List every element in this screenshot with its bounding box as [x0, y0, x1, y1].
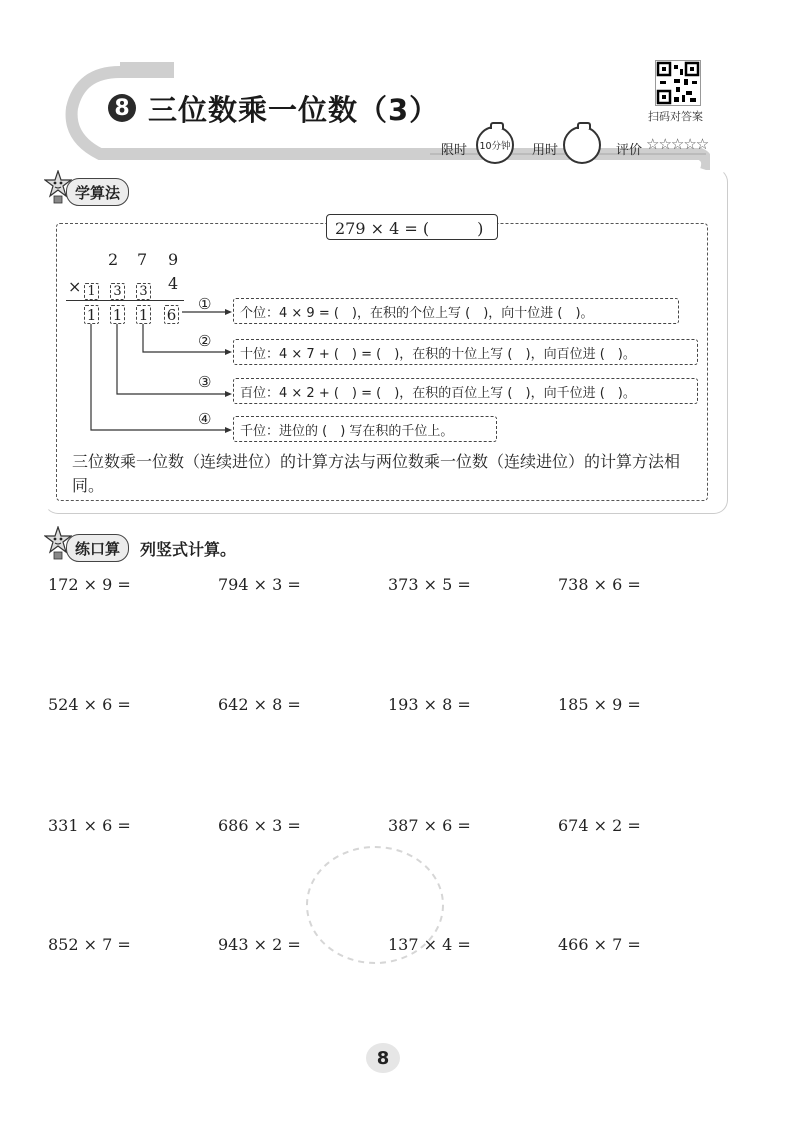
- problem-4-1: 852 × 7 =: [48, 935, 131, 954]
- step-box-thousands: 千位：进位的 ( ) 写在积的千位上。: [233, 416, 497, 442]
- problem-4-3: 137 × 4 =: [388, 935, 471, 954]
- problem-3-4: 674 × 2 =: [558, 816, 641, 835]
- multiplier-digit: 4: [168, 274, 179, 293]
- watermark-stamp: [300, 840, 450, 970]
- problem-3-1: 331 × 6 =: [48, 816, 131, 835]
- time-limit-label: 限时: [441, 143, 468, 158]
- lesson-number-badge: 8: [108, 94, 136, 122]
- problem-4-2: 943 × 2 =: [218, 935, 301, 954]
- step-connector-lines: [80, 300, 240, 434]
- problem-1-4: 738 × 6 =: [558, 575, 641, 594]
- multiplicand-digit-tens: 7: [137, 250, 148, 269]
- step-box-ones: 个位：4 × 9 = ( )，在积的个位上写 ( )，向十位进 ( )。: [233, 298, 679, 324]
- problem-2-2: 642 × 8 =: [218, 695, 301, 714]
- result-digit-hundreds: 1: [110, 305, 125, 324]
- times-sign: ×: [68, 277, 82, 296]
- qr-code-icon[interactable]: [655, 60, 701, 106]
- rating-stars[interactable]: ☆☆☆☆☆: [646, 135, 709, 153]
- page-number: 8: [366, 1043, 400, 1073]
- page-title: 三位数乘一位数（3）: [148, 93, 440, 127]
- result-digit-tens: 1: [136, 305, 151, 324]
- multiplicand-digit-hundreds: 2: [108, 250, 119, 269]
- step-number-3: ③: [198, 373, 212, 391]
- method-summary: 三位数乘一位数（连续进位）的计算方法与两位数乘一位数（连续进位）的计算方法相同。: [72, 452, 681, 495]
- learn-method-badge: 学算法: [66, 178, 129, 206]
- problem-3-3: 387 × 6 =: [388, 816, 471, 835]
- problem-4-4: 466 × 7 =: [558, 935, 641, 954]
- problem-1-2: 794 × 3 =: [218, 575, 301, 594]
- rating-label: 评价: [616, 143, 643, 158]
- carry-box-thousands: 1: [84, 283, 99, 300]
- practice-badge: 练口算: [66, 534, 129, 562]
- problem-3-2: 686 × 3 =: [218, 816, 301, 835]
- problem-2-1: 524 × 6 =: [48, 695, 131, 714]
- step-box-tens: 十位：4 × 7 + ( ) = ( )，在积的十位上写 ( )，向百位进 ( )。: [233, 339, 698, 365]
- problem-2-4: 185 × 9 =: [558, 695, 641, 714]
- time-used-label: 用时: [532, 143, 559, 158]
- step-number-1: ①: [198, 295, 212, 313]
- practice-instruction: 列竖式计算。: [140, 540, 237, 559]
- carry-box-tens: 3: [136, 283, 151, 300]
- result-digit-ones: 6: [164, 305, 179, 324]
- time-limit-value: 10分钟: [479, 141, 511, 152]
- step-box-hundreds: 百位：4 × 2 + ( ) = ( )，在积的百位上写 ( )，向千位进 ( )。: [233, 378, 698, 404]
- carry-box-hundreds: 3: [110, 283, 125, 300]
- step-number-4: ④: [198, 410, 212, 428]
- time-used-stopwatch-icon: [563, 126, 601, 164]
- problem-2-3: 193 × 8 =: [388, 695, 471, 714]
- problem-1-3: 373 × 5 =: [388, 575, 471, 594]
- time-limit-stopwatch-icon: [476, 126, 514, 164]
- step-number-2: ②: [198, 332, 212, 350]
- problem-1-1: 172 × 9 =: [48, 575, 131, 594]
- qr-caption: 扫码对答案: [648, 110, 703, 123]
- result-digit-thousands: 1: [84, 305, 99, 324]
- multiplicand-digit-ones: 9: [168, 250, 179, 269]
- example-equation: 279 × 4 = ( ): [326, 214, 498, 240]
